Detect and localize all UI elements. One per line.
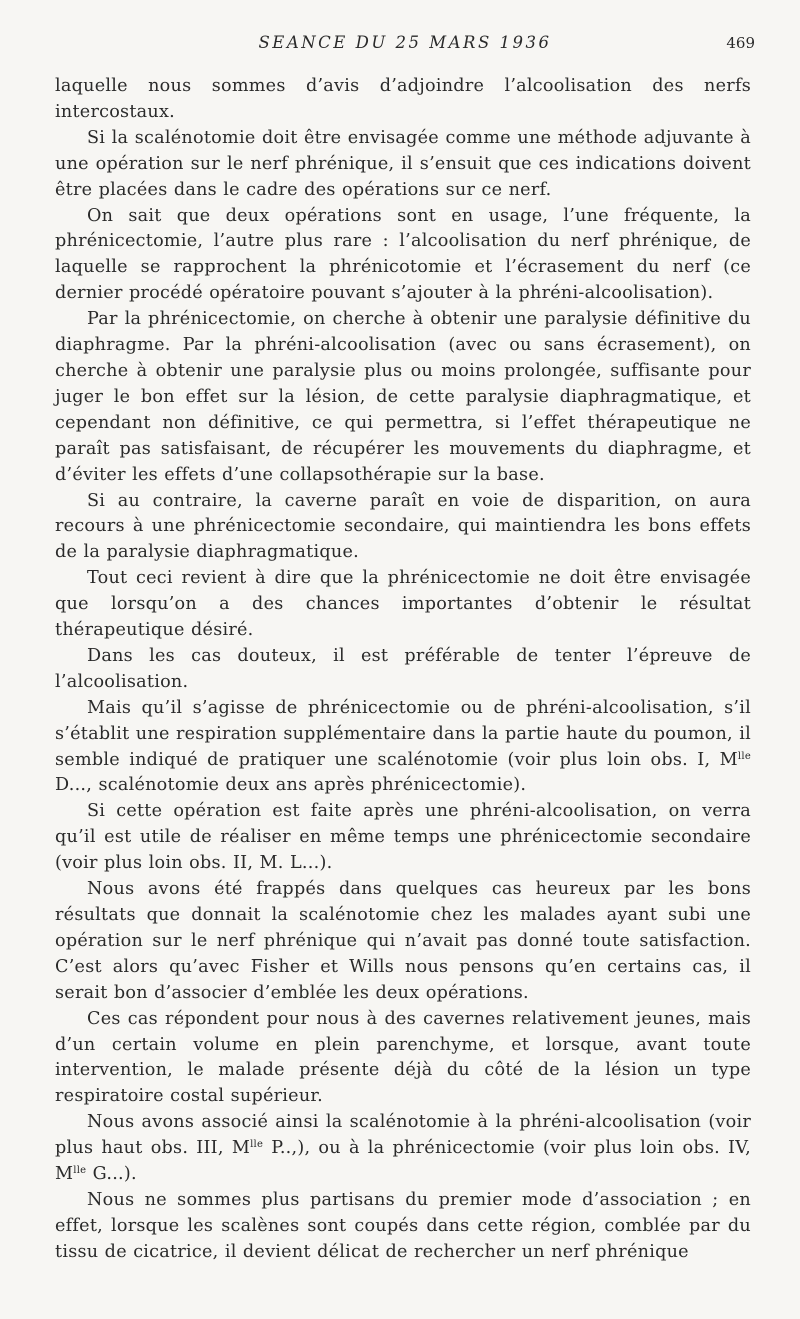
paragraph: Par la phrénicectomie, on cherche à obtenir une paralysie définitive du diaphragme. Par la phréni-alcoolisation (avec ou sans écrasement), on cherche à obtenir une paralysie plus ou moins prolongée, suffisante pour juger le bon effet sur la lésion, de cette paralysie diaphragmatique, et cependant non définitive, ce qui permettra, si l’effet thérapeutique ne paraît pas satisfaisant, de récupérer les mouvements du diaphragme, et d’éviter les effets d’une collapsothérapie sur la base. xyxy=(55,309,751,485)
paragraph: Si la scalénotomie doit être envisagée comme une méthode adjuvante à une opération sur le nerf phrénique, il s’ensuit que ces indications doivent être placées dans le cadre des opérations sur ce nerf. xyxy=(55,127,751,200)
paragraph: Nous ne sommes plus partisans du premier mode d’association ; en effet, lorsque les scalènes sont coupés dans cette région, comblée par du tissu de cicatrice, il devient délicat de rechercher un nerf phrénique xyxy=(55,1189,751,1262)
running-title: SEANCE DU 25 MARS 1936 xyxy=(258,33,552,52)
paragraph: Si au contraire, la caverne paraît en voie de disparition, on aura recours à une phrénicectomie secondaire, qui maintiendra les bons effets de la paralysie diaphragmatique. xyxy=(55,490,751,563)
body-text xyxy=(55,74,751,1266)
paragraph: Mais qu’il s’agisse de phrénicectomie ou de phréni-alcoolisation, s’il s’établit une respiration supplémentaire dans la partie haute du poumon, il semble indiqué de pratiquer une scalénotomie (voir plus loin obs. I, $M^{lle}$ D..., scalénotomie deux ans après phrénicectomie). xyxy=(55,697,751,796)
paragraph: laquelle nous sommes d’avis d’adjoindre l’alcoolisation des nerfs intercostaux. xyxy=(55,76,751,122)
page-number: 469 xyxy=(726,34,755,52)
running-head xyxy=(55,30,755,56)
paragraph: Nous avons été frappés dans quelques cas heureux par les bons résultats que donnait la scalénotomie chez les malades ayant subi une opération sur le nerf phrénique qui n’avait pas donné toute satisfaction. C’est alors qu’avec Fisher et Wills nous pensons qu’en certains cas, il serait bon d’associer d’emblée les deux opérations. xyxy=(55,879,751,1003)
paragraph: Nous avons associé ainsi la scalénotomie à la phréni-alcoolisation (voir plus haut obs. III, $M^{lle}$ P..,), ou à la phrénicectomie (voir plus loin obs. IV, $M^{lle}$ G...). xyxy=(55,1112,751,1185)
paragraph: Si cette opération est faite après une phréni-alcoolisation, on verra qu’il est utile de réaliser en même temps une phrénicectomie secondaire (voir plus loin obs. II, M. L...). xyxy=(55,801,751,874)
paragraph: Ces cas répondent pour nous à des cavernes relativement jeunes, mais d’un certain volume en plein parenchyme, et lorsque, avant toute intervention, le malade présente déjà du côté de la lésion un type respiratoire costal supérieur. xyxy=(55,1008,751,1107)
paragraph: Tout ceci revient à dire que la phrénicectomie ne doit être envisagée que lorsqu’on a des chances importantes d’obtenir le résultat thérapeutique désiré. xyxy=(55,568,751,641)
paragraph: On sait que deux opérations sont en usage, l’une fréquente, la phrénicectomie, l’autre plus rare : l’alcoolisation du nerf phrénique, de laquelle se rapprochent la phrénicotomie et l’écrasement du nerf (ce dernier procédé opératoire pouvant s’ajouter à la phréni-alcoolisation). xyxy=(55,205,751,304)
paragraph: Dans les cas douteux, il est préférable de tenter l’épreuve de l’alcoolisation. xyxy=(55,645,751,692)
